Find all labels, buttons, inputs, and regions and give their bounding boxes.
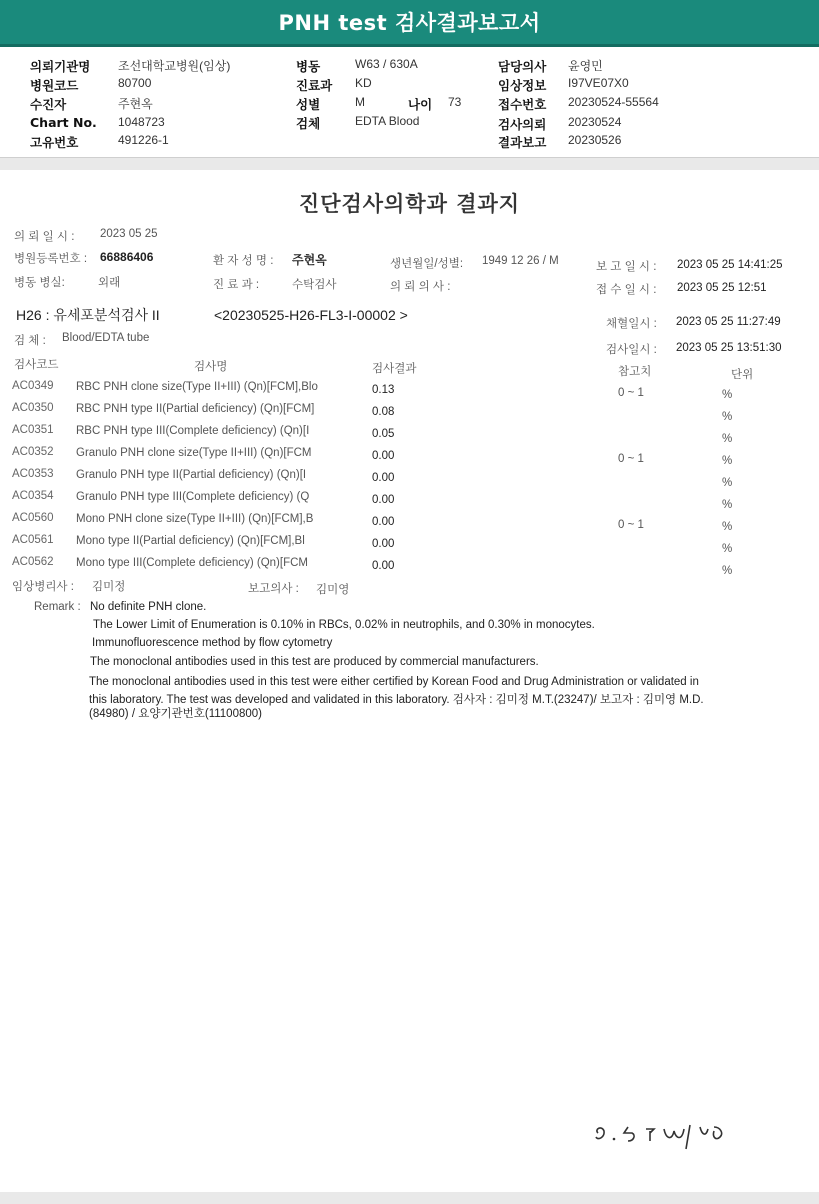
age-value: 73: [448, 95, 462, 109]
col-result-header: 검사결과: [372, 363, 417, 375]
test-name: H26 : 유세포분석검사 II: [16, 307, 160, 323]
row-test-name: Granulo PNH type III(Complete deficiency) (Q: [76, 491, 310, 503]
patient-label: 수진자: [30, 97, 67, 112]
row-ref: 0 ~ 1: [618, 453, 644, 465]
dept-sheet-label: 진 료 과 :: [213, 279, 260, 291]
remark-label: Remark :: [34, 601, 81, 613]
report-time-value: 2023 05 25 14:41:25: [677, 259, 783, 271]
row-result: 0.00: [372, 538, 395, 550]
report-date-label: 결과보고: [498, 135, 547, 150]
specimen-value: EDTA Blood: [355, 114, 420, 128]
sex-value: M: [355, 95, 365, 109]
remark-line: The monoclonal antibodies used in this test were either certified by Korean Food and Drug Administration or validated in: [89, 676, 699, 688]
row-result: 0.13: [372, 384, 395, 396]
birth-label: 생년월일/성별:: [390, 258, 464, 270]
chart-label: Chart No.: [30, 115, 97, 130]
age-label: 나이: [408, 97, 433, 112]
pathologist-label: 임상병리사 :: [12, 581, 74, 593]
report-time-label: 보 고 일 시 :: [596, 261, 657, 273]
col-name-header: 검사명: [194, 361, 228, 373]
ward-room-label: 병동 병실:: [14, 277, 65, 289]
row-code: AC0562: [12, 556, 54, 568]
reporter-label: 보고의사 :: [248, 583, 299, 595]
clinical-label: 임상정보: [498, 78, 547, 93]
remark-line: (84980) / 요양기관번호(11100800): [89, 708, 262, 720]
report-header: [0, 0, 819, 47]
reg-no-value: 66886406: [100, 250, 154, 264]
row-ref: 0 ~ 1: [618, 387, 644, 399]
col-ref-header: 참고치: [618, 366, 652, 378]
report-header-title: PNH test 검사결과보고서: [278, 11, 541, 35]
doctor-label: 담당의사: [498, 59, 547, 74]
row-unit: %: [722, 521, 733, 533]
row-test-name: Mono type II(Partial deficiency) (Qn)[FCM],Bl: [76, 535, 305, 547]
row-test-name: Granulo PNH clone size(Type II+III) (Qn)[FCM: [76, 447, 312, 459]
remark-line: No definite PNH clone.: [90, 601, 207, 613]
row-result: 0.00: [372, 450, 395, 462]
id-value: 491226-1: [118, 133, 169, 147]
dept-value: KD: [355, 76, 372, 90]
req-doctor-label: 의 뢰 의 사 :: [390, 281, 451, 293]
row-test-name: Mono type III(Complete deficiency) (Qn)[FCM: [76, 557, 308, 569]
request-label: 검사의뢰: [498, 117, 547, 132]
row-test-name: RBC PNH clone size(Type II+III) (Qn)[FCM],Blo: [76, 381, 318, 393]
row-test-name: Mono PNH clone size(Type II+III) (Qn)[FCM],B: [76, 513, 314, 525]
receipt-label: 접수번호: [498, 97, 547, 112]
chart-value: 1048723: [118, 115, 165, 129]
specimen-label: 검체: [296, 116, 321, 131]
request-date-value: 2023 05 25: [100, 228, 158, 240]
request-date-label: 의 뢰 일 시 :: [14, 231, 75, 243]
reg-no-label: 병원등록번호 :: [14, 253, 88, 265]
specimen-sheet-value: Blood/EDTA tube: [62, 332, 150, 344]
clinical-value: I97VE07X0: [568, 76, 629, 90]
remark-line: Immunofluorescence method by flow cytometry: [92, 637, 333, 649]
ward-room-value: 외래: [98, 277, 121, 289]
row-code: AC0561: [12, 534, 54, 546]
remark-line: The monoclonal antibodies used in this test are produced by commercial manufacturers.: [90, 656, 539, 668]
row-result: 0.00: [372, 472, 395, 484]
row-code: AC0351: [12, 424, 54, 436]
bottom-band: [0, 1192, 819, 1204]
hospital-code-label: 병원코드: [30, 78, 79, 93]
collect-label: 채혈일시 :: [606, 318, 657, 330]
row-result: 0.05: [372, 428, 395, 440]
request-value: 20230524: [568, 115, 622, 129]
ward-value: W63 / 630A: [355, 57, 418, 71]
doctor-value: 윤영민: [568, 59, 603, 73]
scanned-result-sheet: [0, 170, 819, 1192]
receive-time-value: 2023 05 25 12:51: [677, 282, 767, 294]
row-unit: %: [722, 389, 733, 401]
ward-label: 병동: [296, 59, 321, 74]
patient-name-value: 주현옥: [292, 253, 327, 267]
sex-label: 성별: [296, 97, 321, 112]
row-code: AC0350: [12, 402, 54, 414]
hospital-code-value: 80700: [118, 76, 152, 90]
row-code: AC0353: [12, 468, 54, 480]
exam-value: 2023 05 25 13:51:30: [676, 342, 782, 354]
row-code: AC0352: [12, 446, 54, 458]
separator-band: [0, 158, 819, 170]
row-result: 0.00: [372, 494, 395, 506]
row-test-name: RBC PNH type III(Complete deficiency) (Qn)[I: [76, 425, 310, 437]
dept-label: 진료과: [296, 78, 333, 93]
institution-value: 조선대학교병원(임상): [118, 59, 231, 73]
row-code: AC0349: [12, 380, 54, 392]
row-ref: 0 ~ 1: [618, 519, 644, 531]
result-sheet-title: 진단검사의학과 결과지: [298, 192, 521, 216]
dept-sheet-value: 수탁검사: [292, 279, 337, 291]
row-test-name: Granulo PNH type II(Partial deficiency) (Qn)[I: [76, 469, 307, 481]
patient-info-panel: [0, 47, 819, 159]
exam-label: 검사일시 :: [606, 344, 657, 356]
row-result: 0.00: [372, 560, 395, 572]
birth-value: 1949 12 26 / M: [482, 255, 559, 267]
specimen-sheet-label: 검 체 :: [14, 335, 46, 347]
test-id: <20230525-H26-FL3-I-00002 >: [214, 307, 408, 323]
institution-label: 의뢰기관명: [30, 59, 91, 74]
report-date-value: 20230526: [568, 133, 622, 147]
row-result: 0.08: [372, 406, 395, 418]
row-unit: %: [722, 499, 733, 511]
row-code: AC0560: [12, 512, 54, 524]
pathologist-value: 김미정: [92, 581, 126, 593]
row-unit: %: [722, 543, 733, 555]
patient-name-label: 환 자 성 명 :: [213, 255, 274, 267]
id-label: 고유번호: [30, 135, 79, 150]
col-unit-header: 단위: [731, 369, 754, 381]
collect-value: 2023 05 25 11:27:49: [676, 316, 781, 328]
reporter-value: 김미영: [316, 584, 350, 596]
row-test-name: RBC PNH type II(Partial deficiency) (Qn)[FCM]: [76, 403, 315, 415]
col-code-header: 검사코드: [14, 359, 59, 371]
row-unit: %: [722, 565, 733, 577]
patient-value: 주현옥: [118, 97, 153, 111]
receive-time-label: 접 수 일 시 :: [596, 284, 657, 296]
row-unit: %: [722, 411, 733, 423]
row-unit: %: [722, 477, 733, 489]
remark-line: this laboratory. The test was developed and validated in this laboratory. 검사자 : 김미정 M.T.(23247)/ 보고자 : 김미영 M.D.: [89, 694, 704, 706]
row-unit: %: [722, 455, 733, 467]
row-result: 0.00: [372, 516, 395, 528]
row-code: AC0354: [12, 490, 54, 502]
handwritten-signature: [594, 1119, 774, 1159]
remark-line: The Lower Limit of Enumeration is 0.10% in RBCs, 0.02% in neutrophils, and 0.30% in monocytes.: [93, 619, 595, 631]
receipt-value: 20230524-55564: [568, 95, 659, 109]
row-unit: %: [722, 433, 733, 445]
